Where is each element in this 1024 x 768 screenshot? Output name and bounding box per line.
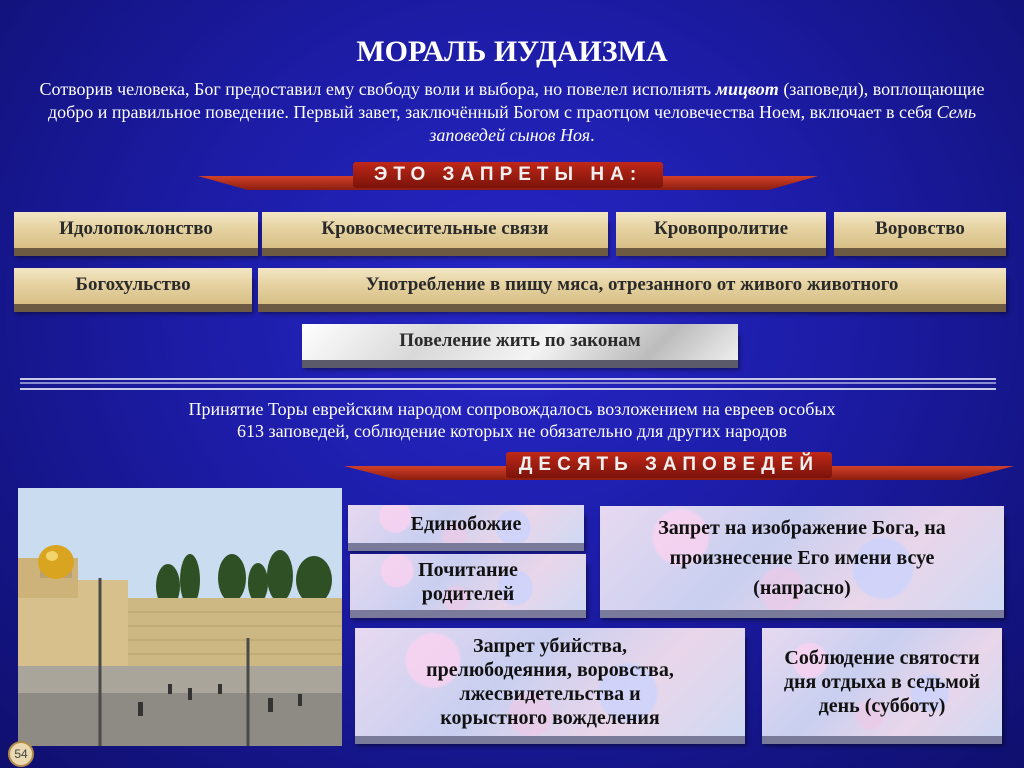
commandment-image-ban: Запрет на изображение Бога, на произнесение Его имени всуе (напрасно) xyxy=(600,506,1004,610)
section-divider xyxy=(20,378,996,390)
commandment-honor-parents: Почитание родителей xyxy=(350,554,586,610)
intro-paragraph xyxy=(30,78,994,147)
western-wall-photo xyxy=(18,488,342,746)
intro-part2: (заповеди), воплощающие добро и правильное поведение. Первый завет, заключённый Богом с праотцом человечества Ноем, включает в себя xyxy=(47,79,985,122)
prohibition-bloodshed: Кровопролитие xyxy=(616,212,826,248)
page-title: МОРАЛЬ ИУДАИЗМА xyxy=(356,35,668,68)
ten-commandments-ribbon xyxy=(344,452,1014,474)
prohibition-incest: Кровосмесительные связи xyxy=(262,212,608,248)
torah-line-1: Принятие Торы еврейским народом сопровождалось возложением на евреев особых xyxy=(188,399,836,419)
ten-commandments-header: ДЕСЯТЬ ЗАПОВЕДЕЙ xyxy=(506,452,832,478)
prohibition-theft: Воровство xyxy=(834,212,1006,248)
command-live-by-laws: Повеление жить по законам xyxy=(302,324,738,360)
western-wall-illustration xyxy=(18,488,342,746)
prohibitions-header: ЭТО ЗАПРЕТЫ НА: xyxy=(353,162,663,188)
prohibition-blasphemy: Богохульство xyxy=(14,268,252,304)
torah-paragraph xyxy=(40,398,984,442)
prohibitions-ribbon xyxy=(198,162,818,184)
prohibition-live-animal-meat: Употребление в пищу мяса, отрезанного от живого животного xyxy=(258,268,1006,304)
prohibition-idolatry: Идолопоклонство xyxy=(14,212,258,248)
noah-commandments-term: Семь заповедей сынов Ноя xyxy=(429,102,977,145)
mitzvot-term: мицвот xyxy=(715,79,779,99)
commandment-monotheism: Единобожие xyxy=(348,505,584,543)
intro-part1: Сотворив человека, Бог предоставил ему свободу воли и выбора, но повелел исполнять xyxy=(39,79,716,99)
commandment-murder-ban: Запрет убийства, прелюбодеяния, воровства, лжесвидетельства и корыстного вожделения xyxy=(355,628,745,736)
commandment-sabbath: Соблюдение святости дня отдыха в седьмой день (субботу) xyxy=(762,628,1002,736)
intro-part3: . xyxy=(590,125,595,145)
torah-line-2: 613 заповедей, соблюдение которых не обязательно для других народов xyxy=(237,421,787,441)
page-number-badge: 54 xyxy=(8,741,34,767)
